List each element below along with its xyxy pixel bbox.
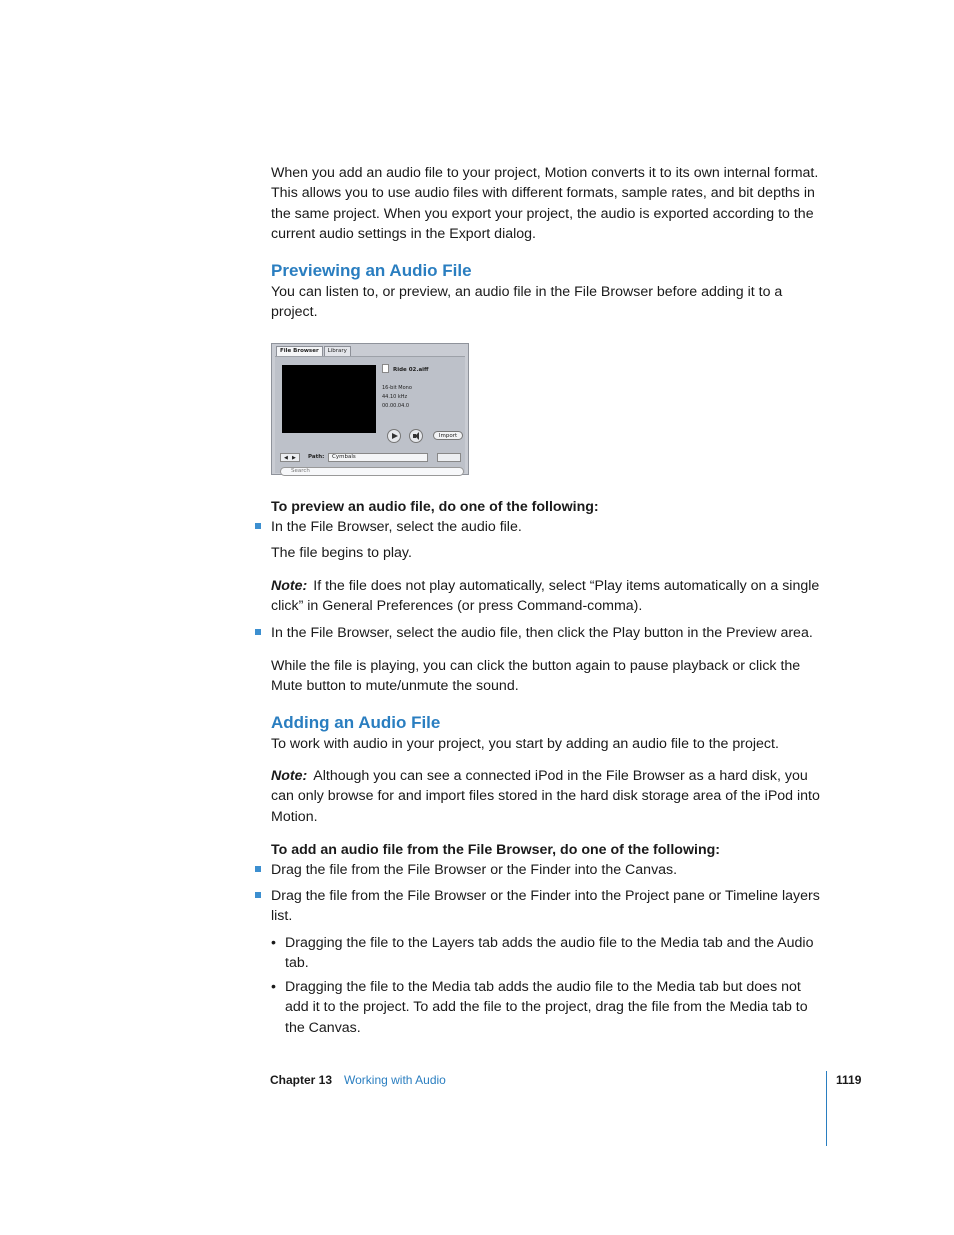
adding-sub-bullet-2: Dragging the file to the Media tab adds the audio file to the Media tab but does not add it to the project. To add the file to the project, drag the file from the Media tab to the Canvas. — [285, 979, 808, 1036]
bullet-icon — [255, 866, 263, 872]
path-label: Path: — [308, 454, 325, 460]
adding-intro: To work with audio in your project, you start by adding an audio file to the project. — [271, 736, 779, 752]
bullet-icon — [255, 892, 263, 898]
bullet-icon — [255, 523, 263, 529]
preview-note — [271, 576, 827, 617]
preview-steps-lead: To preview an audio file, do one of the following: — [271, 499, 599, 515]
preview-bit-depth: 16-bit Mono — [382, 385, 412, 391]
section-heading-adding: Adding an Audio File — [271, 713, 441, 732]
tab-library[interactable]: Library — [324, 346, 351, 356]
intro-paragraph: When you add an audio file to your project, Motion converts it to its own internal format. This allows you to use audio files with different formats, sample rates, and bit depths in the same project. When you export your project, the audio is exported according to the current audio settings in the Export dialog. — [271, 165, 819, 242]
note-label: Note: — [271, 768, 308, 784]
preview-bullet-1-result: The file begins to play. — [271, 545, 412, 561]
adding-bullet-1: Drag the file from the File Browser or the Finder into the Canvas. — [271, 862, 678, 878]
forward-arrow-icon[interactable]: ▶ — [292, 455, 296, 461]
preview-area — [275, 356, 465, 473]
browser-tabs — [276, 346, 352, 356]
preview-file-name: Ride 02.aiff — [393, 367, 429, 373]
preview-thumbnail — [282, 365, 376, 433]
adding-bullet-2: Drag the file from the File Browser or the Finder into the Project pane or Timeline layers list. — [271, 888, 820, 925]
preview-bullet-2: In the File Browser, select the audio file, then click the Play button in the Preview area. — [271, 625, 813, 641]
adding-sub-bullet-1: Dragging the file to the Layers tab adds the audio file to the Media tab and the Audio tab. — [285, 935, 814, 972]
path-popup[interactable]: Cymbals — [328, 453, 428, 462]
file-icon — [382, 364, 389, 373]
footer-chapter-title: Working with Audio — [344, 1073, 446, 1087]
tab-file-browser[interactable]: File Browser — [276, 346, 323, 356]
footer-chapter: Chapter 13 — [270, 1073, 333, 1087]
path-bar — [280, 453, 464, 463]
file-browser-screenshot — [271, 343, 469, 475]
import-button[interactable]: Import — [433, 431, 463, 440]
back-arrow-icon[interactable]: ◀ — [284, 455, 288, 461]
footer-divider — [826, 1071, 827, 1146]
adding-note — [271, 766, 827, 827]
previewing-intro: You can listen to, or preview, an audio file in the File Browser before adding it to a project. — [271, 284, 783, 321]
note-text: If the file does not play automatically, select “Play items automatically on a single click” in General Preferences (or press Command-comma). — [271, 578, 820, 615]
note-label: Note: — [271, 578, 308, 594]
bullet-icon — [255, 629, 263, 635]
preview-sample-rate: 44.10 kHz — [382, 394, 408, 400]
view-mode-icon[interactable] — [437, 453, 461, 462]
sub-bullet-icon: • — [271, 935, 276, 951]
adding-steps-lead: To add an audio file from the File Browser, do one of the following: — [271, 842, 721, 858]
sub-bullet-icon: • — [271, 979, 276, 995]
section-heading-previewing: Previewing an Audio File — [271, 261, 472, 280]
back-forward-buttons[interactable] — [280, 453, 300, 462]
mute-button-icon[interactable] — [409, 429, 423, 443]
preview-duration: 00.00.04.0 — [382, 403, 410, 409]
search-field[interactable]: Search — [280, 467, 464, 476]
play-button-icon[interactable] — [387, 429, 401, 443]
page-number: 1119 — [836, 1073, 862, 1087]
note-text: Although you can see a connected iPod in the File Browser as a hard disk, you can only browse for and import files stored in the hard disk storage area of the iPod into Motion. — [271, 768, 820, 825]
preview-bullet-2-result: While the file is playing, you can click the button again to pause playback or click the Mute button to mute/unmute the sound. — [271, 658, 801, 695]
preview-bullet-1: In the File Browser, select the audio file. — [271, 519, 522, 535]
